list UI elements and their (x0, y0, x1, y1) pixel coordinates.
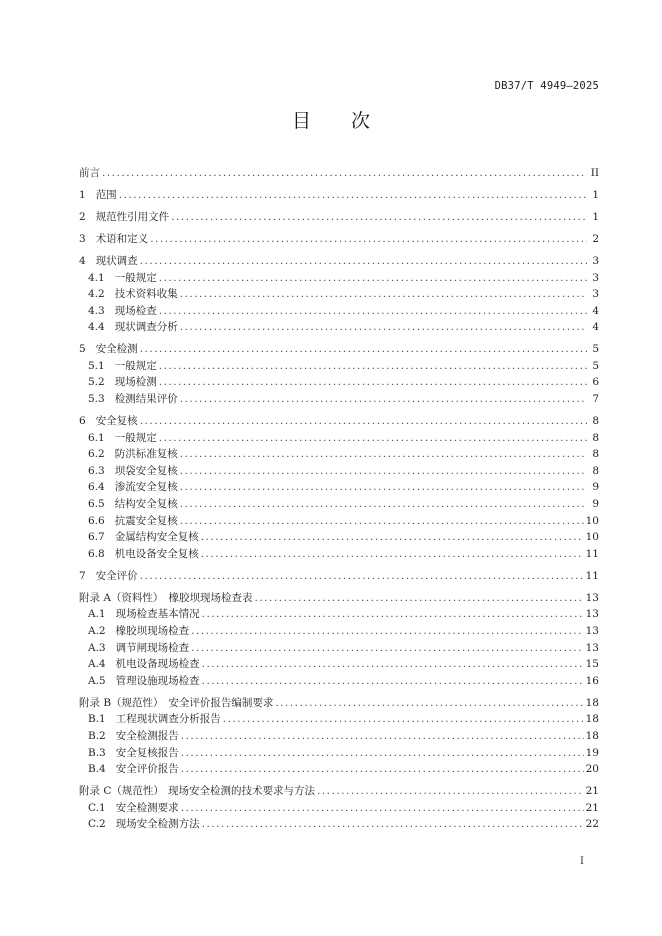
toc-entry-number: 4 (79, 254, 86, 267)
toc-subentry[interactable] (79, 286, 599, 303)
toc-entry[interactable] (79, 231, 599, 248)
page-number: I (580, 856, 584, 867)
toc-entry-label: 规范性引用文件 (95, 210, 170, 223)
dot-leader (159, 374, 587, 391)
toc-entry-label: 现场检查基本情况 (115, 608, 200, 621)
toc-entry-page: 18 (585, 696, 599, 709)
dot-leader (191, 640, 584, 657)
toc-entry-page: 2 (592, 232, 599, 245)
toc-entry-page: 21 (585, 801, 599, 814)
toc-entry[interactable] (79, 783, 599, 800)
toc-subentry[interactable] (79, 745, 599, 762)
toc-entry-number: 5.2 (88, 376, 105, 389)
toc-subentry[interactable] (79, 673, 599, 690)
dot-leader (171, 209, 587, 226)
dot-leader (102, 165, 587, 182)
dot-leader (159, 270, 587, 287)
toc-subentry[interactable] (79, 800, 599, 817)
dot-leader (119, 187, 587, 204)
toc-entry-page: 16 (585, 674, 599, 687)
toc-subentry[interactable] (79, 656, 599, 673)
toc-entry-page: 22 (585, 818, 599, 831)
toc-entry-number: C.2 (88, 818, 106, 831)
toc-entry-page: 13 (585, 608, 599, 621)
toc-subentry[interactable] (79, 606, 599, 623)
toc-entry-page: 5 (592, 359, 599, 372)
toc-subentry[interactable] (79, 358, 599, 375)
toc-subentry[interactable] (79, 623, 599, 640)
toc-entry-number: 6.1 (88, 431, 105, 444)
toc-entry-number: B.4 (88, 763, 106, 776)
toc-subentry[interactable] (79, 319, 599, 336)
toc-entry[interactable] (79, 253, 599, 270)
toc-entry-page: 13 (585, 641, 599, 654)
toc-entry-number: 6.4 (88, 481, 105, 494)
toc-subentry[interactable] (79, 816, 599, 833)
toc-entry-label: 工程现状调查分析报告 (115, 713, 221, 726)
dot-leader (181, 728, 584, 745)
toc-entry-label: 坝袋安全复核 (114, 464, 178, 477)
dot-leader (181, 761, 584, 778)
dot-leader (202, 816, 584, 833)
toc-subentry[interactable] (79, 513, 599, 530)
toc-entry-number: B.2 (88, 729, 106, 742)
toc-entry-number: 5.1 (88, 359, 105, 372)
toc-entry-number: 5.3 (88, 393, 105, 406)
toc-entry-label: 术语和定义 (95, 232, 149, 245)
toc-entry-number: 6.2 (88, 448, 105, 461)
toc-subentry[interactable] (79, 496, 599, 513)
toc-entry-number: 4.2 (88, 288, 105, 301)
dot-leader (180, 463, 587, 480)
toc-entry-page: II (590, 167, 599, 179)
dot-leader (255, 590, 584, 607)
toc-entry-number: 7 (79, 569, 86, 582)
toc-entry-number: A.5 (88, 674, 106, 687)
toc-entry-number: A.2 (88, 624, 106, 637)
toc-entry-page: 8 (592, 431, 599, 444)
dot-leader (180, 479, 587, 496)
dot-leader (150, 231, 587, 248)
toc-entry-number: 附录 A（资料性） (79, 591, 164, 604)
toc-entry-label: 一般规定 (114, 271, 157, 284)
dot-leader (201, 529, 584, 546)
toc-entry-page: 3 (592, 271, 599, 284)
toc-entry-label: 检测结果评价 (114, 393, 178, 406)
toc-subentry[interactable] (79, 446, 599, 463)
toc-entry-label: 安全复核报告 (115, 746, 179, 759)
toc-entry-number: 附录 C（规范性） (79, 785, 164, 798)
toc-subentry[interactable] (79, 728, 599, 745)
toc-entry-page: 10 (585, 531, 599, 544)
toc-entry-label: 防洪标准复核 (114, 448, 178, 461)
dot-leader (202, 673, 584, 690)
toc-entry-label: 渗流安全复核 (114, 481, 178, 494)
toc-entry-number: 4.4 (88, 321, 105, 334)
toc-entry[interactable] (79, 165, 599, 182)
toc-entry-number: A.3 (88, 641, 106, 654)
toc-entry-label: 安全评价报告 (115, 763, 179, 776)
toc-entry-number: 6.6 (88, 514, 105, 527)
toc-entry-label: 橡胶坝现场检查 (115, 624, 190, 637)
toc-entry-number: 3 (79, 232, 86, 245)
toc-entry-page: 10 (585, 514, 599, 527)
toc-subentry[interactable] (79, 391, 599, 408)
dot-leader (180, 513, 584, 530)
dot-leader (180, 391, 587, 408)
toc-entry-number: 6.5 (88, 498, 105, 511)
toc-entry-page: 21 (585, 785, 599, 798)
dot-leader (140, 568, 584, 585)
toc-entry-page: 20 (585, 763, 599, 776)
toc-entry-number: A.1 (88, 608, 106, 621)
toc-entry-label: 管理设施现场检查 (115, 674, 200, 687)
toc-entry-page: 11 (585, 569, 599, 582)
toc-subentry[interactable] (79, 303, 599, 320)
dot-leader (201, 546, 584, 563)
toc-entry-label: 现场检测 (114, 376, 157, 389)
toc-entry-label: 机电设备现场检查 (115, 658, 200, 671)
toc-entry-page: 5 (592, 343, 599, 356)
dot-leader (140, 341, 587, 358)
toc-entry-page: 1 (592, 188, 599, 201)
toc-entry-label: 安全评价报告编制要求 (168, 696, 274, 709)
toc-entry-page: 19 (585, 746, 599, 759)
dot-leader (181, 800, 584, 817)
toc-entry-label: 安全检测要求 (115, 801, 179, 814)
toc-subentry[interactable] (79, 546, 599, 563)
page-title: 目次 (291, 110, 410, 132)
dot-leader (275, 695, 583, 712)
toc-entry[interactable] (79, 413, 599, 430)
toc-entry-label: 现场检查 (114, 304, 157, 317)
toc-entry[interactable] (79, 209, 599, 226)
toc-entry-page: 4 (592, 321, 599, 334)
toc-entry-label: 抗震安全复核 (114, 514, 178, 527)
toc-entry-label: 技术资料收集 (114, 288, 178, 301)
toc-entry[interactable] (79, 590, 599, 607)
toc-entry-page: 8 (592, 448, 599, 461)
toc-entry[interactable] (79, 187, 599, 204)
toc-subentry[interactable] (79, 640, 599, 657)
document-code: DB37/T 4949—2025 (494, 80, 599, 92)
toc-entry-page: 13 (585, 624, 599, 637)
toc-entry-label: 范围 (95, 188, 117, 201)
dot-leader (180, 286, 587, 303)
toc-entry-page: 3 (592, 254, 599, 267)
toc-entry-page: 1 (592, 210, 599, 223)
dot-leader (159, 430, 587, 447)
toc-subentry[interactable] (79, 711, 599, 728)
toc-subentry[interactable] (79, 761, 599, 778)
toc-entry[interactable] (79, 341, 599, 358)
toc-entry-label: 一般规定 (114, 359, 157, 372)
dot-leader (180, 446, 587, 463)
toc-entry-number: 5 (79, 343, 86, 356)
toc-entry-page: 9 (592, 498, 599, 511)
toc-entry-label: 安全复核 (95, 415, 138, 428)
toc-entry-page: 18 (585, 713, 599, 726)
toc-entry-number: 6.8 (88, 547, 105, 560)
toc-entry-page: 13 (585, 591, 599, 604)
toc-entry-page: 7 (592, 393, 599, 406)
toc-entry-number: 4.3 (88, 304, 105, 317)
toc-entry-number: 1 (79, 188, 86, 201)
toc-entry-number: 6 (79, 415, 86, 428)
toc-entry-number: 4.1 (88, 271, 105, 284)
toc-entry-number: 2 (79, 210, 86, 223)
toc-entry-number: C.1 (88, 801, 106, 814)
toc-entry-label: 橡胶坝现场检查表 (168, 591, 253, 604)
dot-leader (140, 253, 587, 270)
dot-leader (202, 656, 584, 673)
toc-entry-number: 6.7 (88, 531, 105, 544)
toc-entry-number: B.3 (88, 746, 106, 759)
dot-leader (317, 783, 584, 800)
toc-entry-label: 现场安全检测方法 (115, 818, 200, 831)
toc-subentry[interactable] (79, 479, 599, 496)
toc-entry-label: 安全检测 (95, 343, 138, 356)
toc-entry-page: 3 (592, 288, 599, 301)
toc-entry[interactable] (79, 695, 599, 712)
toc-entry-page: 11 (585, 547, 599, 560)
toc-entry-label: 现状调查 (95, 254, 138, 267)
toc-entry-number: 6.3 (88, 464, 105, 477)
toc-subentry[interactable] (79, 374, 599, 391)
dot-leader (159, 358, 587, 375)
toc-entry-label: 结构安全复核 (114, 498, 178, 511)
dot-leader (140, 413, 587, 430)
dot-leader (181, 745, 584, 762)
toc-entry[interactable] (79, 568, 599, 585)
dot-leader (191, 623, 584, 640)
toc-entry-page: 8 (592, 415, 599, 428)
dot-leader (159, 303, 587, 320)
toc-entry-label: 机电设备安全复核 (114, 547, 199, 560)
toc-entry-number: A.4 (88, 658, 106, 671)
toc-entry-label: 安全检测报告 (115, 729, 179, 742)
toc-entry-label: 一般规定 (114, 431, 157, 444)
toc-entry-page: 18 (585, 729, 599, 742)
toc-subentry[interactable] (79, 463, 599, 480)
toc-entry-number: B.1 (88, 713, 106, 726)
toc-entry-label: 调节闸现场检查 (115, 641, 190, 654)
dot-leader (180, 319, 587, 336)
toc-entry-label: 金属结构安全复核 (114, 531, 199, 544)
toc-subentry[interactable] (79, 529, 599, 546)
toc-entry-page: 8 (592, 464, 599, 477)
toc-entry-label: 安全评价 (95, 569, 138, 582)
toc-entry-label: 现状调查分析 (114, 321, 178, 334)
toc-entry-page: 4 (592, 304, 599, 317)
dot-leader (202, 606, 584, 623)
dot-leader (180, 496, 587, 513)
toc-entry-label: 现场安全检测的技术要求与方法 (168, 785, 315, 798)
toc-subentry[interactable] (79, 430, 599, 447)
toc-entry-page: 15 (585, 658, 599, 671)
dot-leader (223, 711, 584, 728)
table-of-contents (79, 165, 599, 833)
toc-entry-page: 6 (592, 376, 599, 389)
toc-entry-number: 附录 B（规范性） (79, 696, 164, 709)
toc-entry-label: 前言 (79, 167, 100, 179)
toc-subentry[interactable] (79, 270, 599, 287)
toc-entry-page: 9 (592, 481, 599, 494)
